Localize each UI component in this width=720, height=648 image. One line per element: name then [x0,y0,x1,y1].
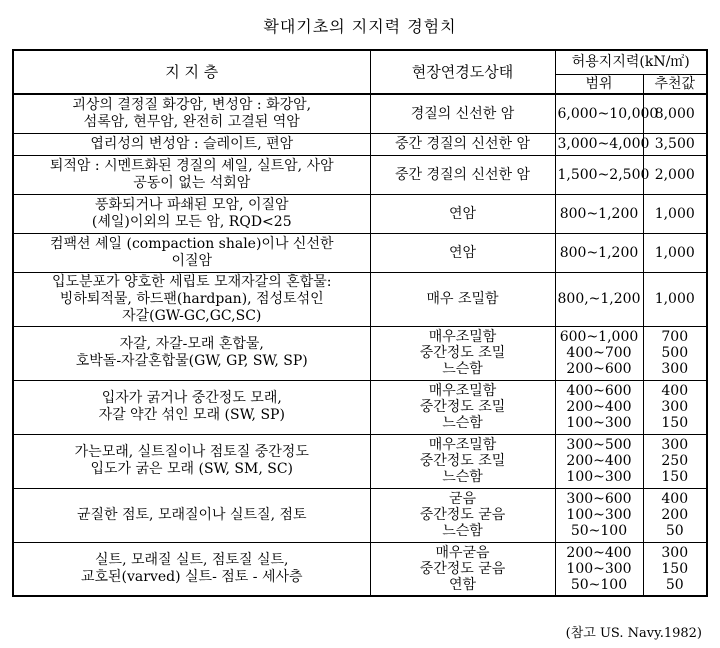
range-value: 3,000~4,000 [557,136,650,152]
table-row [13,326,707,380]
range-cell [555,326,643,380]
recommended-cell [643,380,707,434]
bearing-capacity-table [12,49,708,597]
source-note: (참고 US. Navy.1982) [565,626,702,641]
condition-line: 느슨함 [442,469,483,485]
condition-line: 매우조밀함 [428,437,497,453]
layer-cell [13,434,370,488]
condition-line: 매우조밀함 [428,383,497,399]
layer-line: 자갈 약간 섞인 모래 (SW, SP) [98,407,285,423]
recommended-cell [643,542,707,596]
range-value: 800~1,200 [559,244,639,261]
condition-line: 느슨함 [442,361,483,377]
condition-line: 중간정도 조밀 [419,345,506,361]
layer-cell [13,488,370,542]
condition-cell [370,155,555,194]
layer-line: 빙하퇴적물, 하드팬(hardpan), 점성토섞인 [59,290,324,307]
recommended-value: 700 [661,329,689,345]
recommended-value: 150 [661,560,689,577]
recommended-value: 300 [661,437,689,453]
condition-line: 중간정도 굳음 [419,560,506,577]
condition-line: 매우조밀함 [428,329,497,345]
layer-cell [13,542,370,596]
range-cell [555,194,643,233]
layer-line: 입도분포가 양호한 세립토 모재자갈의 혼합물: [52,273,332,290]
layer-line: 자갈(GW-GC,GC,SC) [122,307,262,324]
condition-cell [370,272,555,326]
range-value: 1,500~2,500 [557,166,650,183]
recommended-cell [643,272,707,326]
range-value: 100~300 [566,560,632,577]
condition-line: 연함 [448,576,477,593]
range-cell [555,380,643,434]
layer-line: (셰일)이외의 모든 암, RQD<25 [91,213,292,230]
condition-line: 중간정도 조밀 [419,453,506,469]
table-row [13,434,707,488]
header-range: 범위 [555,74,643,94]
condition-line: 느슨함 [442,415,483,431]
condition-cell [370,233,555,272]
recommended-value: 400 [661,491,689,507]
recommended-value: 250 [661,453,689,469]
range-value: 200~400 [566,544,632,561]
condition-line: 경질의 신선한 암 [410,105,515,122]
condition-cell [370,542,555,596]
range-value: 400~600 [566,383,632,399]
range-cell [555,94,659,133]
recommended-cell [643,488,707,542]
table-title: 확대기초의 지지력 경험치 [263,17,457,36]
range-value: 200~400 [566,453,632,469]
condition-line: 매우굳음 [435,544,490,561]
range-cell [555,133,650,155]
condition-line: 중간 경질의 신선한 암 [394,136,531,152]
condition-line: 연암 [448,244,477,261]
recommended-value: 1,000 [654,244,695,261]
recommended-value: 2,000 [654,166,695,183]
table-row [13,488,707,542]
condition-line: 느슨함 [442,523,483,539]
range-cell [555,434,643,488]
range-value: 6,000~10,000 [557,105,659,122]
condition-line: 매우 조밀함 [426,291,499,307]
range-cell [555,272,643,326]
table-row [13,233,707,272]
condition-cell [370,326,555,380]
range-value: 800,~1,200 [557,291,641,307]
recommended-cell [643,133,707,155]
recommended-value: 200 [661,507,689,523]
layer-line: 입자가 굵거나 중간정도 모래, [101,390,282,406]
layer-cell [13,380,370,434]
layer-line: 이질암 [171,252,213,269]
layer-line: 컴팩션 셰일 (compaction shale)이나 신선한 [49,235,334,252]
recommended-value: 1,000 [654,291,695,307]
layer-line: 자갈, 자갈-모래 혼합물, [119,336,264,352]
condition-cell [370,194,555,233]
range-value: 100~300 [566,469,632,485]
table-row [13,155,707,194]
header-layer: 지 지 층 [13,50,370,94]
layer-line: 입도가 굵은 모래 (SW, SM, SC) [90,461,293,477]
range-value: 400~700 [566,345,632,361]
recommended-value: 3,500 [654,136,695,152]
range-cell [555,488,643,542]
condition-line: 중간정도 굳음 [419,507,506,523]
condition-cell [370,133,555,155]
recommended-value: 300 [661,399,689,415]
layer-line: 섬록암, 현무암, 완전히 고결된 역암 [83,113,300,130]
layer-cell [13,326,370,380]
range-value: 200~400 [566,399,632,415]
range-value: 600~1,000 [559,329,639,345]
recommended-cell [643,194,707,233]
condition-cell [370,488,555,542]
recommended-value: 50 [665,576,684,593]
range-value: 100~300 [566,415,632,431]
range-value: 300~500 [566,437,632,453]
recommended-value: 500 [661,345,689,361]
range-cell [555,155,650,194]
condition-cell [370,380,555,434]
condition-line: 중간정도 조밀 [419,399,506,415]
layer-line: 가는모래, 실트질이나 점토질 중간정도 [74,444,309,460]
range-value: 50~100 [570,576,628,593]
layer-line: 실트, 모래질 실트, 점토질 실트, [95,551,289,568]
layer-line: 엽리성의 변성암 : 슬레이트, 편암 [90,135,294,152]
layer-cell [13,233,370,272]
recommended-value: 50 [665,523,684,539]
condition-line: 연암 [448,205,477,222]
table-row [13,194,707,233]
condition-line: 중간 경질의 신선한 암 [394,166,531,183]
range-cell [555,542,643,596]
layer-cell [13,272,370,326]
recommended-cell [643,155,707,194]
table-row [13,94,707,133]
range-value: 300~600 [566,491,632,507]
table-row [13,133,707,155]
header-condition: 현장연경도상태 [370,50,555,94]
recommended-value: 150 [661,469,689,485]
range-value: 800~1,200 [559,205,639,222]
layer-line: 퇴적암 : 시멘트화된 경질의 셰일, 실트암, 사암 [49,157,334,174]
layer-line: 공동이 없는 석회암 [133,174,251,191]
layer-cell [13,94,370,133]
condition-cell [370,434,555,488]
range-value: 100~300 [566,507,632,523]
layer-line: 괴상의 결정질 화강암, 변성암 : 화강암, [72,96,312,113]
table-row [13,542,707,596]
layer-cell [13,155,370,194]
range-value: 50~100 [570,523,628,539]
condition-cell [370,94,555,133]
layer-line: 교호된(varved) 실트- 점토 - 세사층 [80,568,303,585]
header-capacity: 허용지지력(kN/㎡) [555,50,707,74]
recommended-value: 1,000 [654,205,695,222]
recommended-cell [643,434,707,488]
recommended-value: 300 [661,361,689,377]
table-body [13,94,707,596]
range-value: 200~600 [566,361,632,377]
recommended-value: 400 [661,383,689,399]
header-recommended: 추천값 [643,74,707,94]
condition-line: 굳음 [448,491,477,507]
range-cell [555,233,643,272]
recommended-value: 8,000 [654,105,695,122]
table-row [13,272,707,326]
recommended-value: 150 [661,415,689,431]
layer-cell [13,194,370,233]
layer-line: 균질한 점토, 모래질이나 실트질, 점토 [76,506,307,523]
layer-line: 풍화되거나 파쇄된 모암, 이질암 [94,196,289,213]
layer-cell [13,133,370,155]
recommended-cell [643,326,707,380]
recommended-cell [643,233,707,272]
layer-line: 호박돌-자갈혼합물(GW, GP, SW, SP) [75,353,308,369]
recommended-value: 300 [661,544,689,561]
table-row [13,380,707,434]
